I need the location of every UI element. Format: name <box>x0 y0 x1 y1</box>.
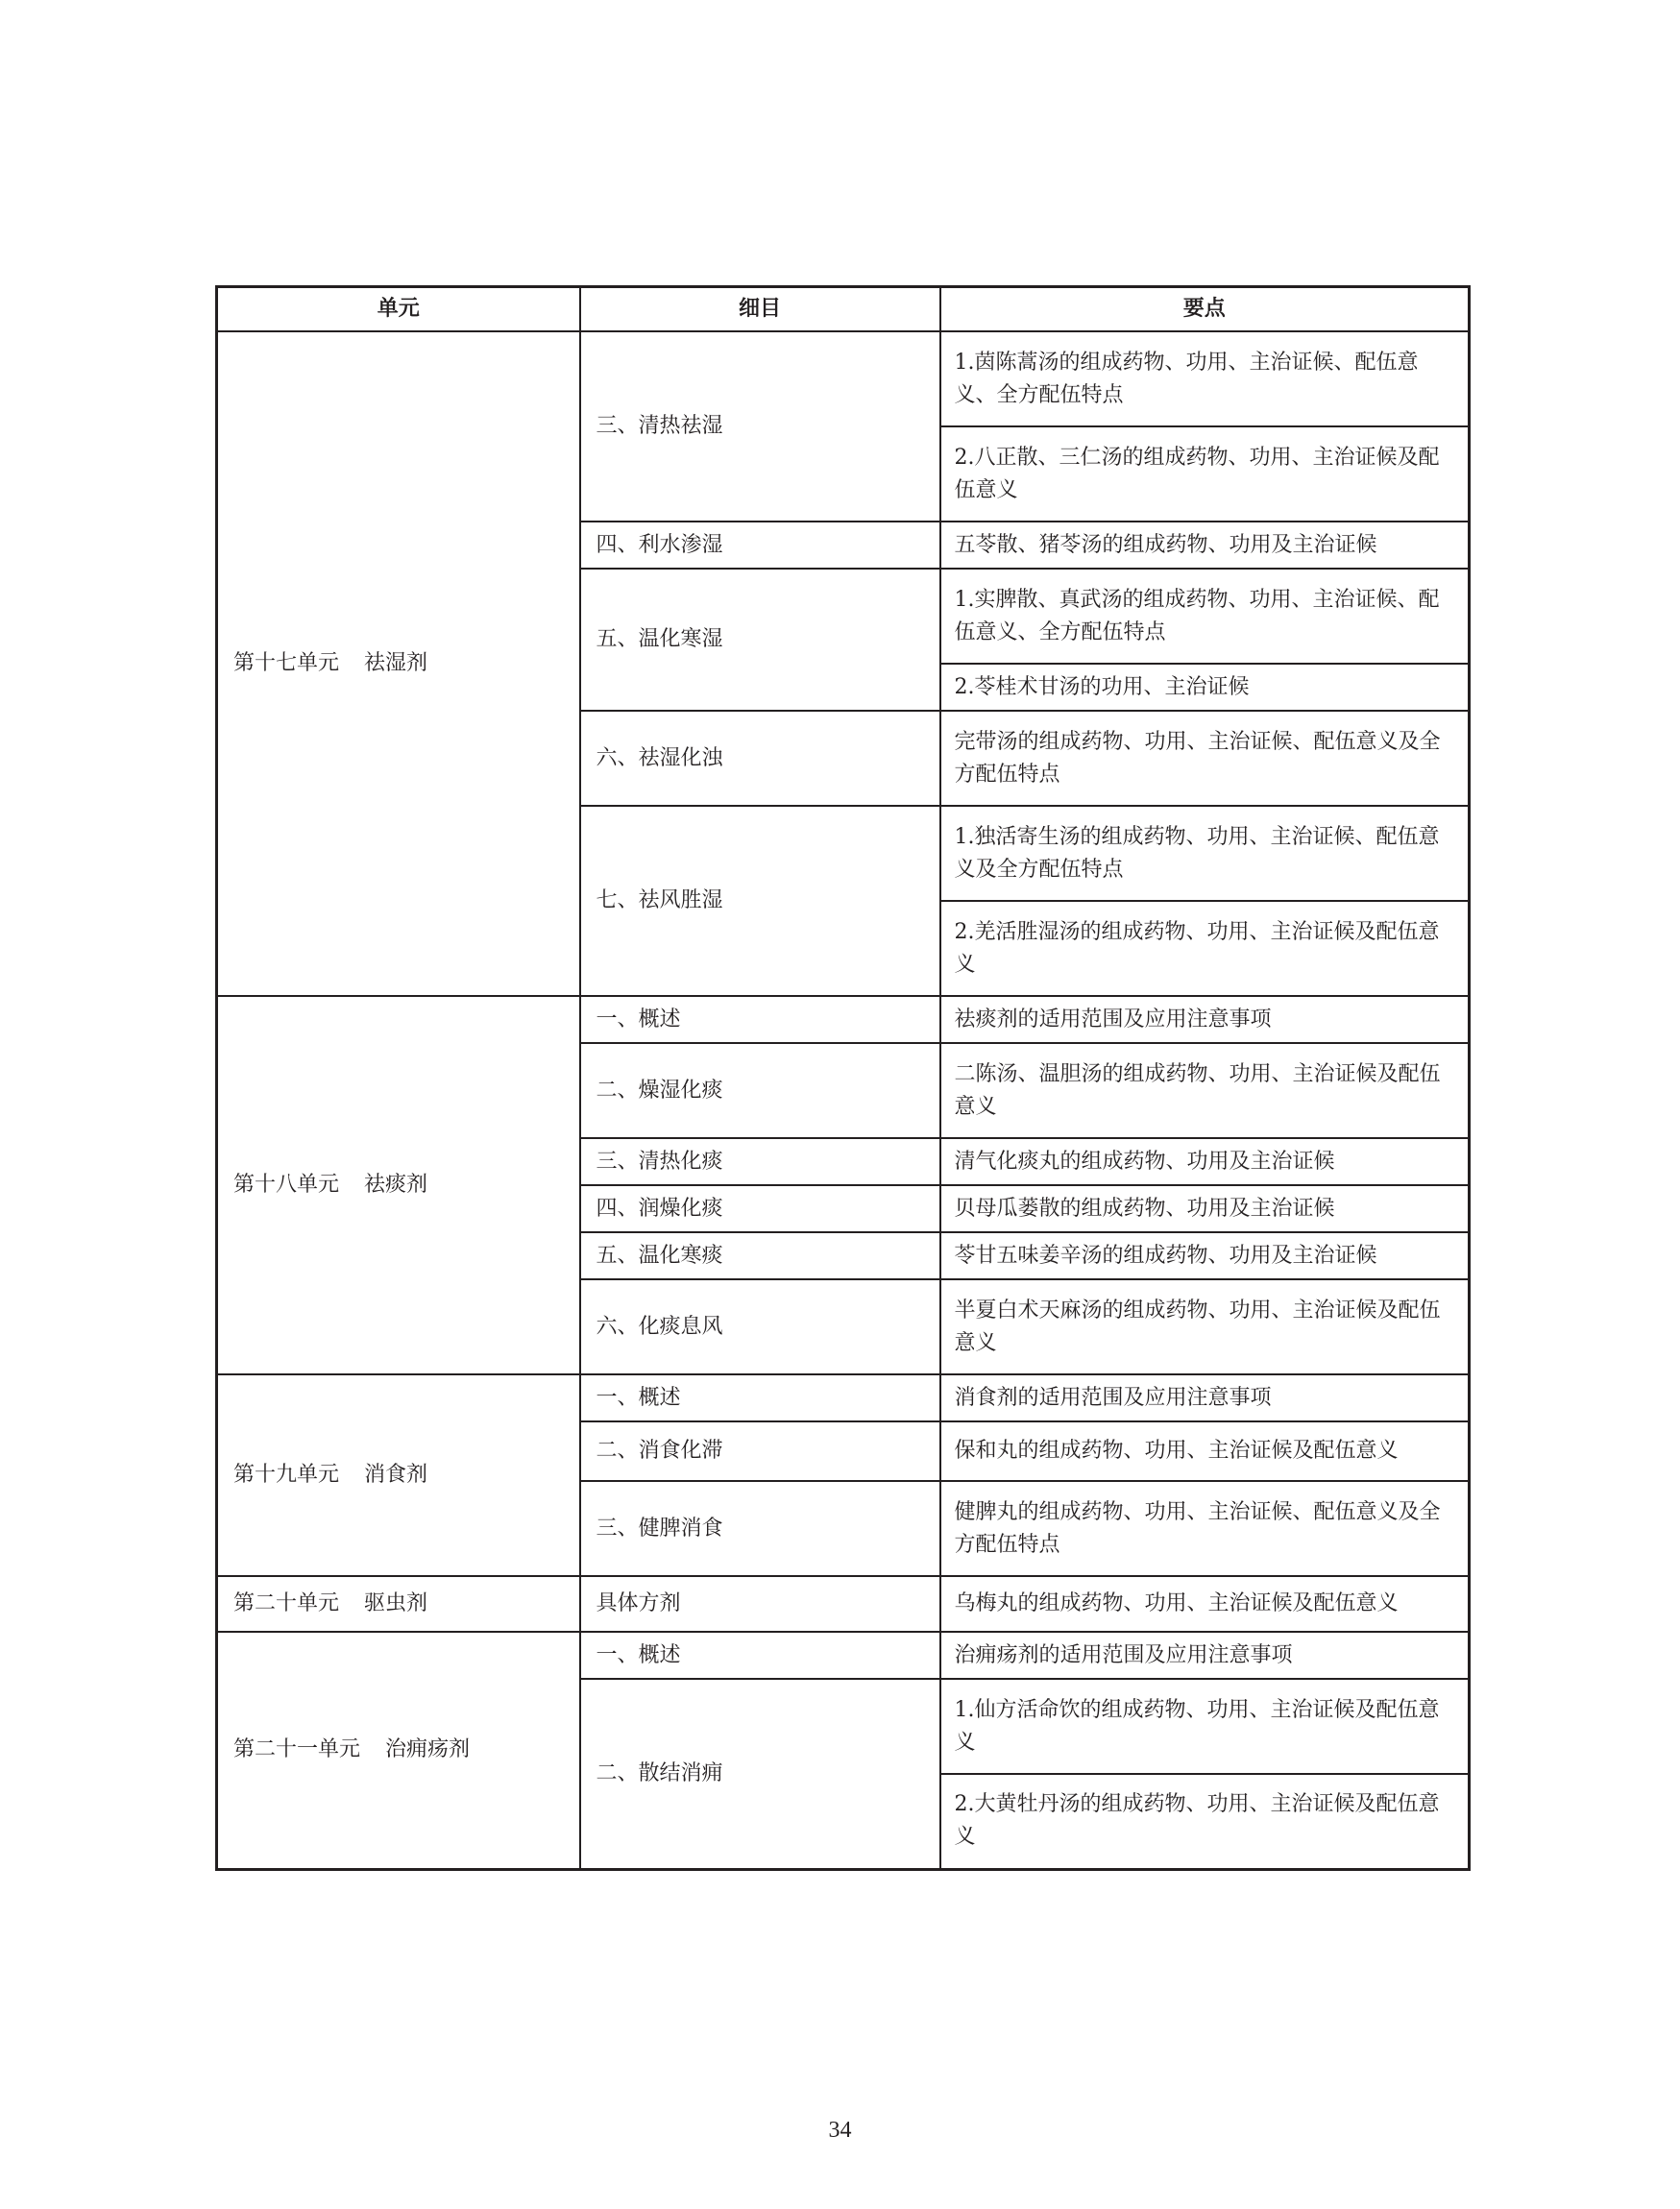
item-cell: 六、化痰息风 <box>580 1279 940 1374</box>
header-points: 要点 <box>940 287 1470 332</box>
table-row <box>217 1374 1470 1421</box>
item-cell: 一、概述 <box>580 1632 940 1679</box>
table-row <box>217 996 1470 1043</box>
item-cell: 三、健脾消食 <box>580 1481 940 1576</box>
point-cell: 半夏白术天麻汤的组成药物、功用、主治证候及配伍意义 <box>940 1279 1470 1374</box>
header-row <box>217 287 1470 332</box>
item-cell: 一、概述 <box>580 996 940 1043</box>
unit-title: 治痈疡剂 <box>385 1737 471 1762</box>
point-cell: 2.大黄牡丹汤的组成药物、功用、主治证候及配伍意义 <box>940 1774 1470 1869</box>
unit-title: 消食剂 <box>364 1463 428 1487</box>
item-cell: 七、祛风胜湿 <box>580 806 940 996</box>
point-cell: 1.仙方活命饮的组成药物、功用、主治证候及配伍意义 <box>940 1679 1470 1774</box>
item-cell: 二、消食化滞 <box>580 1421 940 1481</box>
table-row <box>217 1632 1470 1679</box>
syllabus-table <box>215 285 1471 1871</box>
unit-cell <box>217 996 580 1374</box>
unit-title: 驱虫剂 <box>364 1591 428 1615</box>
item-cell: 六、祛湿化浊 <box>580 711 940 806</box>
point-cell: 保和丸的组成药物、功用、主治证候及配伍意义 <box>940 1421 1470 1481</box>
table-header <box>217 287 1470 332</box>
point-cell: 五苓散、猪苓汤的组成药物、功用及主治证候 <box>940 522 1470 569</box>
item-cell: 五、温化寒痰 <box>580 1232 940 1279</box>
point-cell: 健脾丸的组成药物、功用、主治证候、配伍意义及全方配伍特点 <box>940 1481 1470 1576</box>
point-cell: 贝母瓜蒌散的组成药物、功用及主治证候 <box>940 1185 1470 1232</box>
unit-number: 第十八单元 <box>233 1173 340 1197</box>
point-cell: 二陈汤、温胆汤的组成药物、功用、主治证候及配伍意义 <box>940 1043 1470 1138</box>
unit-cell <box>217 331 580 996</box>
point-cell: 消食剂的适用范围及应用注意事项 <box>940 1374 1470 1421</box>
point-cell: 完带汤的组成药物、功用、主治证候、配伍意义及全方配伍特点 <box>940 711 1470 806</box>
item-cell: 具体方剂 <box>580 1576 940 1632</box>
point-cell: 祛痰剂的适用范围及应用注意事项 <box>940 996 1470 1043</box>
header-unit: 单元 <box>217 287 580 332</box>
item-cell: 三、清热化痰 <box>580 1138 940 1185</box>
unit-number: 第二十单元 <box>233 1591 340 1615</box>
table-row <box>217 331 1470 426</box>
unit-number: 第十七单元 <box>233 651 340 675</box>
unit-cell <box>217 1576 580 1632</box>
unit-number: 第十九单元 <box>233 1463 340 1487</box>
point-cell: 1.实脾散、真武汤的组成药物、功用、主治证候、配伍意义、全方配伍特点 <box>940 569 1470 664</box>
point-cell: 2.羌活胜湿汤的组成药物、功用、主治证候及配伍意义 <box>940 901 1470 996</box>
unit-title: 祛痰剂 <box>364 1173 428 1197</box>
point-cell: 2.八正散、三仁汤的组成药物、功用、主治证候及配伍意义 <box>940 426 1470 522</box>
item-cell: 四、利水渗湿 <box>580 522 940 569</box>
point-cell: 1.茵陈蒿汤的组成药物、功用、主治证候、配伍意义、全方配伍特点 <box>940 331 1470 426</box>
page-number: 34 <box>828 2118 852 2143</box>
point-cell: 清气化痰丸的组成药物、功用及主治证候 <box>940 1138 1470 1185</box>
item-cell: 一、概述 <box>580 1374 940 1421</box>
item-cell: 五、温化寒湿 <box>580 569 940 711</box>
header-item: 细目 <box>580 287 940 332</box>
point-cell: 治痈疡剂的适用范围及应用注意事项 <box>940 1632 1470 1679</box>
point-cell: 乌梅丸的组成药物、功用、主治证候及配伍意义 <box>940 1576 1470 1632</box>
point-cell: 1.独活寄生汤的组成药物、功用、主治证候、配伍意义及全方配伍特点 <box>940 806 1470 901</box>
item-cell: 二、燥湿化痰 <box>580 1043 940 1138</box>
unit-cell <box>217 1632 580 1869</box>
table-body <box>217 331 1470 1869</box>
unit-cell <box>217 1374 580 1576</box>
item-cell: 四、润燥化痰 <box>580 1185 940 1232</box>
point-cell: 苓甘五味姜辛汤的组成药物、功用及主治证候 <box>940 1232 1470 1279</box>
point-cell: 2.苓桂术甘汤的功用、主治证候 <box>940 664 1470 711</box>
unit-number: 第二十一单元 <box>233 1737 361 1762</box>
item-cell: 二、散结消痈 <box>580 1679 940 1869</box>
item-cell: 三、清热祛湿 <box>580 331 940 522</box>
unit-title: 祛湿剂 <box>364 651 428 675</box>
table-row <box>217 1576 1470 1632</box>
